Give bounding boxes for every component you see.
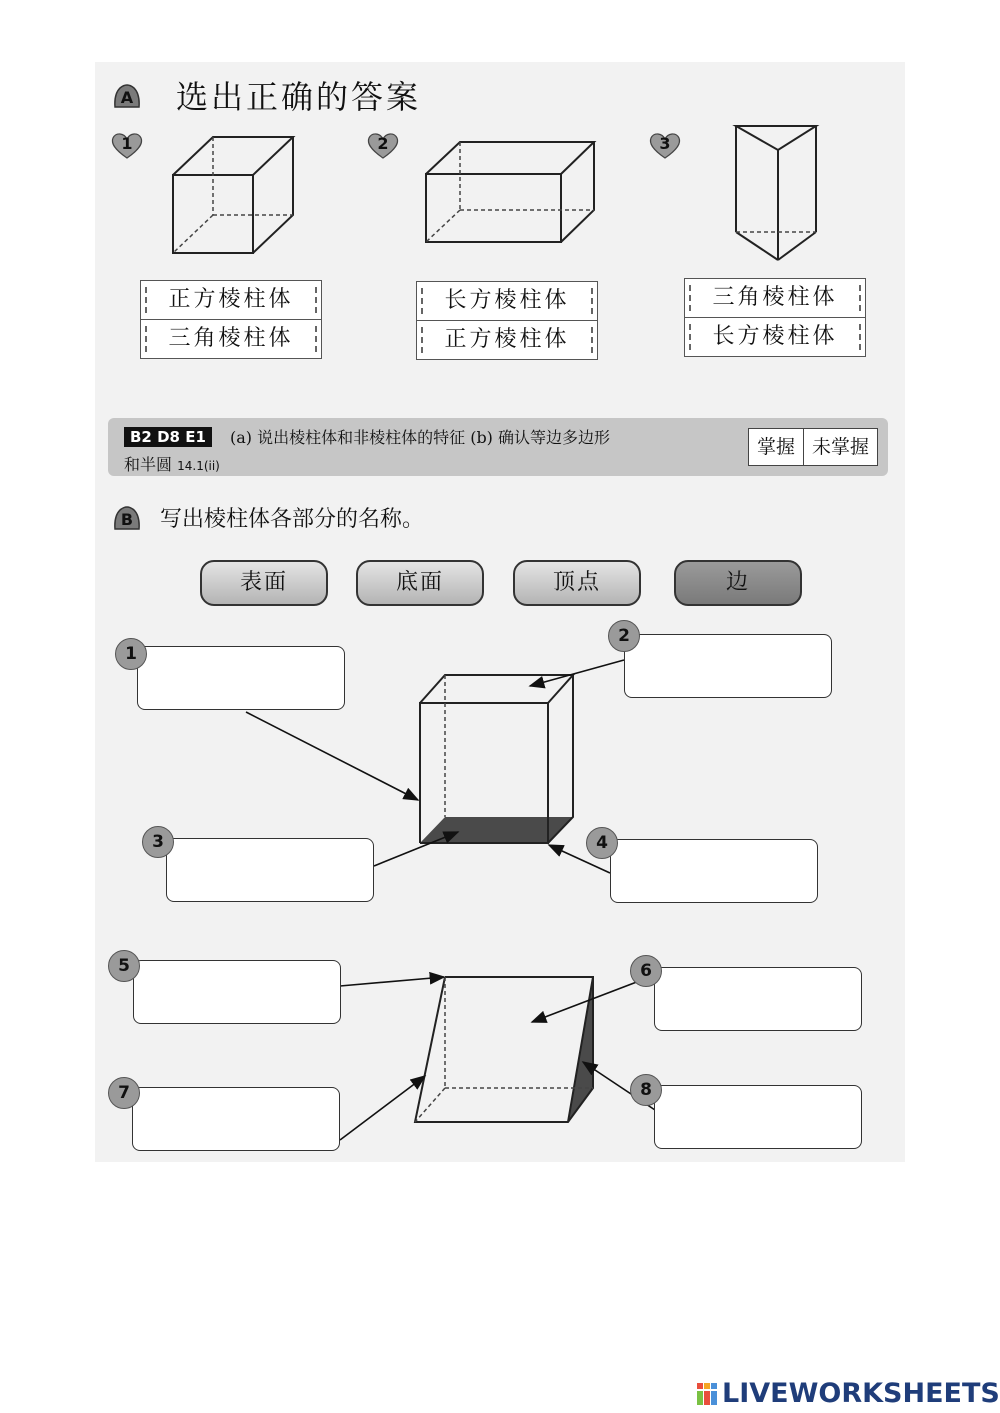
question-1-option-1[interactable]: 正方棱柱体: [141, 281, 321, 320]
lower-prism-figure: [415, 976, 593, 1122]
answer-input-2[interactable]: [631, 641, 829, 693]
objective-description-line1: (a) 说出棱柱体和非棱柱体的特征 (b) 确认等边多边形: [230, 428, 611, 447]
answer-box-1[interactable]: [137, 646, 345, 710]
label-number-2: 2: [608, 620, 640, 652]
mastery-yes[interactable]: 掌握: [749, 429, 804, 465]
question-3-number: 3: [659, 134, 671, 153]
answer-box-6[interactable]: [654, 967, 862, 1031]
answer-input-5[interactable]: [140, 967, 338, 1019]
arrow-7: [340, 1076, 425, 1140]
answer-box-4[interactable]: [610, 839, 818, 903]
label-number-3: 3: [142, 826, 174, 858]
label-number-5: 5: [108, 950, 140, 982]
word-bank-base[interactable]: 底面: [356, 560, 484, 606]
label-number-1: 1: [115, 638, 147, 670]
label-number-6: 6: [630, 955, 662, 987]
arrow-2: [530, 660, 624, 686]
mastery-no[interactable]: 未掌握: [811, 436, 869, 458]
answer-input-8[interactable]: [661, 1092, 859, 1144]
label-number-8: 8: [630, 1074, 662, 1106]
question-3-option-1[interactable]: 三角棱柱体: [685, 279, 865, 318]
section-a-badge-letter: A: [120, 88, 134, 107]
answer-input-3[interactable]: [173, 845, 371, 897]
section-b-title: 写出棱柱体各部分的名称。: [160, 507, 425, 532]
liveworksheets-brand[interactable]: LIVEWORKSHEETS: [722, 1378, 1000, 1409]
question-3-option-2[interactable]: 长方棱柱体: [685, 318, 865, 356]
word-bank-edge[interactable]: 边: [674, 560, 802, 606]
question-1-option-2[interactable]: 三角棱柱体: [141, 320, 321, 358]
question-2-number: 2: [377, 134, 389, 153]
arrow-1: [246, 712, 418, 800]
arrow-5: [340, 977, 444, 986]
word-bank-vertex[interactable]: 顶点: [513, 560, 641, 606]
upper-prism-figure: [420, 675, 573, 843]
answer-box-7[interactable]: [132, 1087, 340, 1151]
question-2-option-2[interactable]: 正方棱柱体: [417, 321, 597, 359]
section-a-title: 选出正确的答案: [176, 78, 422, 116]
answer-box-2[interactable]: [624, 634, 832, 698]
objective-reference: 14.1(ii): [177, 459, 220, 473]
answer-input-4[interactable]: [617, 846, 815, 898]
answer-box-5[interactable]: [133, 960, 341, 1024]
section-b-badge-letter: B: [120, 510, 134, 529]
question-2-option-1[interactable]: 长方棱柱体: [417, 282, 597, 321]
shaded-base-face: [420, 817, 573, 843]
answer-input-1[interactable]: [144, 653, 342, 705]
arrow-3: [374, 832, 458, 866]
answer-input-7[interactable]: [139, 1094, 337, 1146]
answer-box-8[interactable]: [654, 1085, 862, 1149]
label-number-7: 7: [108, 1077, 140, 1109]
objective-code: B2 D8 E1: [124, 427, 212, 447]
objective-description-text: 和半圆: [124, 455, 173, 474]
answer-box-3[interactable]: [166, 838, 374, 902]
label-number-4: 4: [586, 827, 618, 859]
word-bank-surface[interactable]: 表面: [200, 560, 328, 606]
liveworksheets-logo-icon: [697, 1381, 719, 1407]
question-1-number: 1: [121, 134, 133, 153]
answer-input-6[interactable]: [661, 974, 859, 1026]
